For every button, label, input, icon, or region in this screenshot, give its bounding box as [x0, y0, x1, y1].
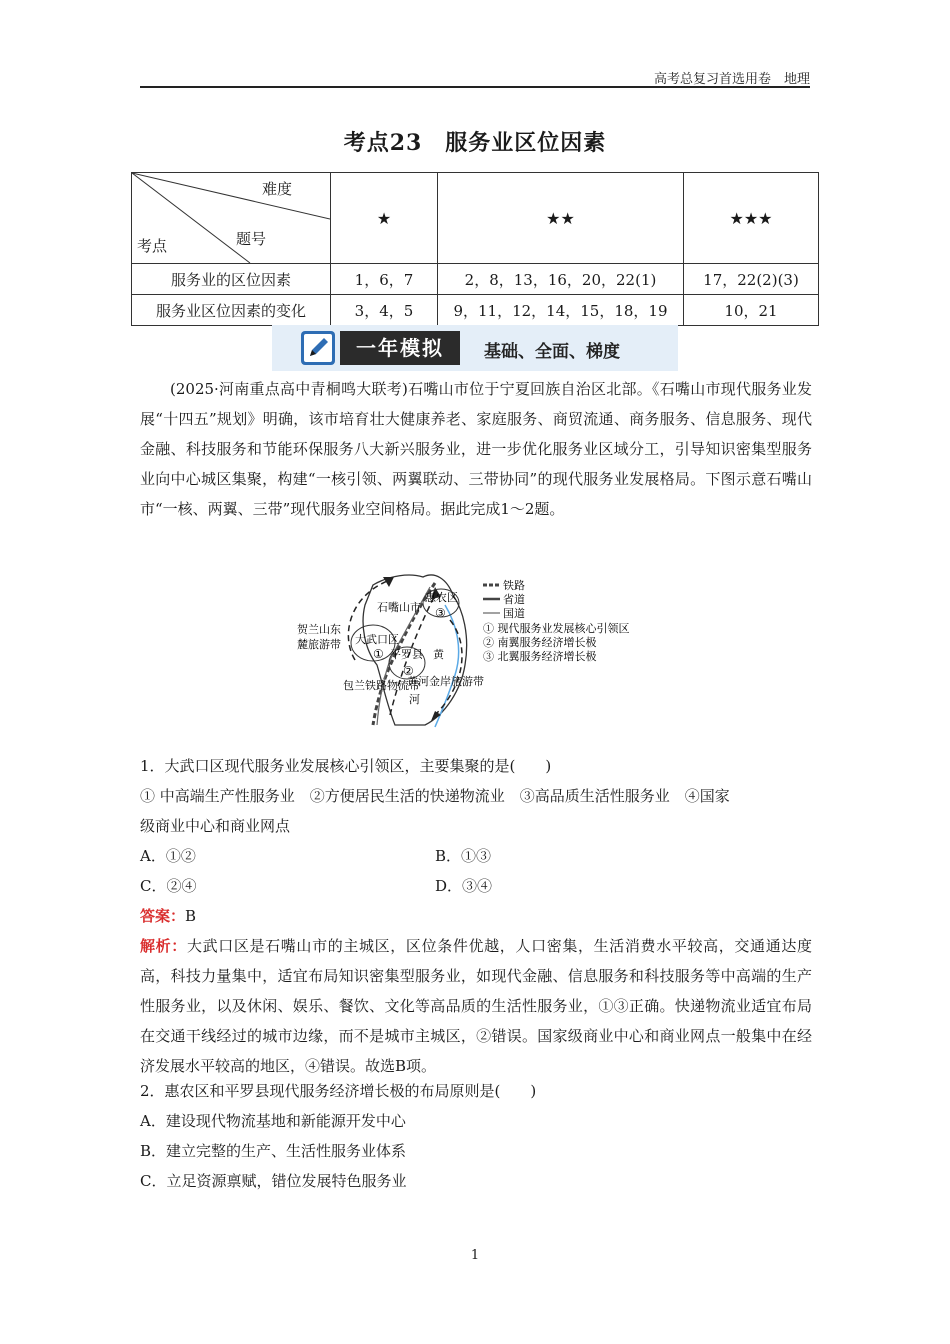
corner-question-label: 题号 [236, 230, 267, 248]
legend-national: 国道 [503, 607, 525, 620]
label-river-belt: 黄河金岸旅游带 [407, 675, 484, 688]
legend-railway: 铁路 [503, 579, 525, 592]
q2-stem: 2．惠农区和平罗县现代服务经济增长极的布局原则是( ) [140, 1082, 537, 1100]
map-legend [483, 578, 630, 663]
questions-cell: 2，8，13，16，20，22(1) [438, 264, 684, 295]
label-huang: 黄 [433, 648, 444, 661]
q2-option-c: C．立足资源禀赋，错位发展特色服务业 [140, 1172, 407, 1190]
legend-zone-3: ③ 北翼服务经济增长极 [483, 650, 597, 663]
label-circle-1: ① [373, 647, 384, 661]
corner-difficulty-label: 难度 [262, 180, 293, 198]
spatial-layout-map [295, 565, 665, 730]
label-huinong: 惠农区 [425, 591, 458, 604]
banner-subtitle: 基础、全面、梯度 [484, 342, 620, 362]
level-3-star: ★★★ [684, 173, 819, 264]
table-row [132, 264, 819, 295]
q1-option-d: D．③④ [435, 877, 493, 895]
pencil-icon [300, 330, 336, 366]
q1-items-line-1: ① 中高端生产性服务业 ②方便居民生活的快递物流业 ③高品质生活性服务业 ④国家 [140, 787, 730, 805]
level-2-star: ★★ [438, 173, 684, 264]
level-1-star: ★ [331, 173, 438, 264]
q1-stem: 1．大武口区现代服务业发展核心引领区，主要集聚的是( ) [140, 757, 552, 775]
q1-answer [140, 901, 820, 931]
page-number: 1 [470, 1248, 480, 1263]
banner-label: 一年模拟 [340, 331, 460, 365]
header-rule [140, 86, 810, 88]
q1-analysis [140, 931, 812, 1081]
label-shizuishan: 石嘴山市 [377, 601, 421, 614]
q1-option-a: A．①② [140, 847, 196, 865]
questions-cell: 1，6，7 [331, 264, 438, 295]
legend-provincial: 省道 [503, 593, 525, 606]
label-he: 河 [409, 693, 420, 706]
page-title: 考点23 服务业区位因素 [343, 130, 607, 156]
q1-items-line-2: 级商业中心和商业网点 [140, 817, 291, 835]
section-banner [272, 325, 678, 371]
legend-zone-2: ② 南翼服务经济增长极 [483, 636, 597, 649]
label-circle-2: ② [403, 664, 414, 678]
label-baolan-belt: 包兰铁路物流带 [343, 679, 420, 692]
yellow-river [435, 605, 459, 727]
answer-value: B [185, 907, 197, 925]
river-belt-arrow [435, 620, 462, 715]
intro-passage: (2025·河南重点高中青桐鸣大联考)石嘴山市位于宁夏回族自治区北部。《石嘴山市现代服务业发展“十四五”规划》明确，该市培育壮大健康养老、家庭服务、商贸流通、商务服务、信息服务、现代金融、科技服务和节能环保服务八大新兴服务业，进一步优化服务业区域分工，引导知识密集型服务业向中心城区集聚，构建“一核引领、两翼联动、三带协同”的现代服务业发展格局。下图示意石嘴山市“一核、两翼、三带”现代服务业空间格局。据此完成1～2题。 [140, 380, 812, 518]
label-circle-3: ③ [435, 606, 446, 620]
questions-cell: 3，4，5 [331, 295, 438, 326]
topic-cell: 服务业区位因素的变化 [132, 295, 331, 326]
running-header: 高考总复习首选用卷 地理 [653, 72, 810, 87]
q2-option-a: A．建设现代物流基地和新能源开发中心 [140, 1112, 406, 1130]
label-helan-2: 麓旅游带 [297, 638, 341, 651]
table-row [132, 295, 819, 326]
analysis-text: 大武口区是石嘴山市的主城区，区位条件优越，人口密集，生活消费水平较高，交通通达度高，科技力量集中，适宜布局知识密集型服务业，如现代金融、信息服务和科技服务等中高端的生产性服务业，以及休闲、娱乐、餐饮、文化等高品质的生活性服务业，①③正确。快递物流业适宜布局在交通干线经过的城市边缘，而不是城市主城区，②错误。国家级商业中心和商业网点一般集中在经济发展水平较高的地区，④错误。故选B项。 [140, 937, 812, 1075]
label-pingluo: 平罗县 [390, 648, 423, 661]
topic-cell: 服务业的区位因素 [132, 264, 331, 295]
questions-cell: 9，11，12，14，15，18，19 [438, 295, 684, 326]
legend-zone-1: ① 现代服务业发展核心引领区 [483, 622, 630, 635]
label-helan-1: 贺兰山东 [297, 623, 341, 636]
answer-label: 答案： [140, 907, 186, 925]
q1-option-b: B．①③ [435, 847, 492, 865]
corner-point-label: 考点 [137, 237, 168, 255]
difficulty-table [131, 172, 819, 326]
q2-option-b: B．建立完整的生产、生活性服务业体系 [140, 1142, 407, 1160]
questions-cell: 17，22(2)(3) [684, 264, 819, 295]
label-dawukou: 大武口区 [355, 633, 399, 646]
q1-option-c: C．②④ [140, 877, 197, 895]
questions-cell: 10，21 [684, 295, 819, 326]
analysis-label: 解析： [140, 937, 187, 955]
table-corner-cell [132, 173, 331, 264]
